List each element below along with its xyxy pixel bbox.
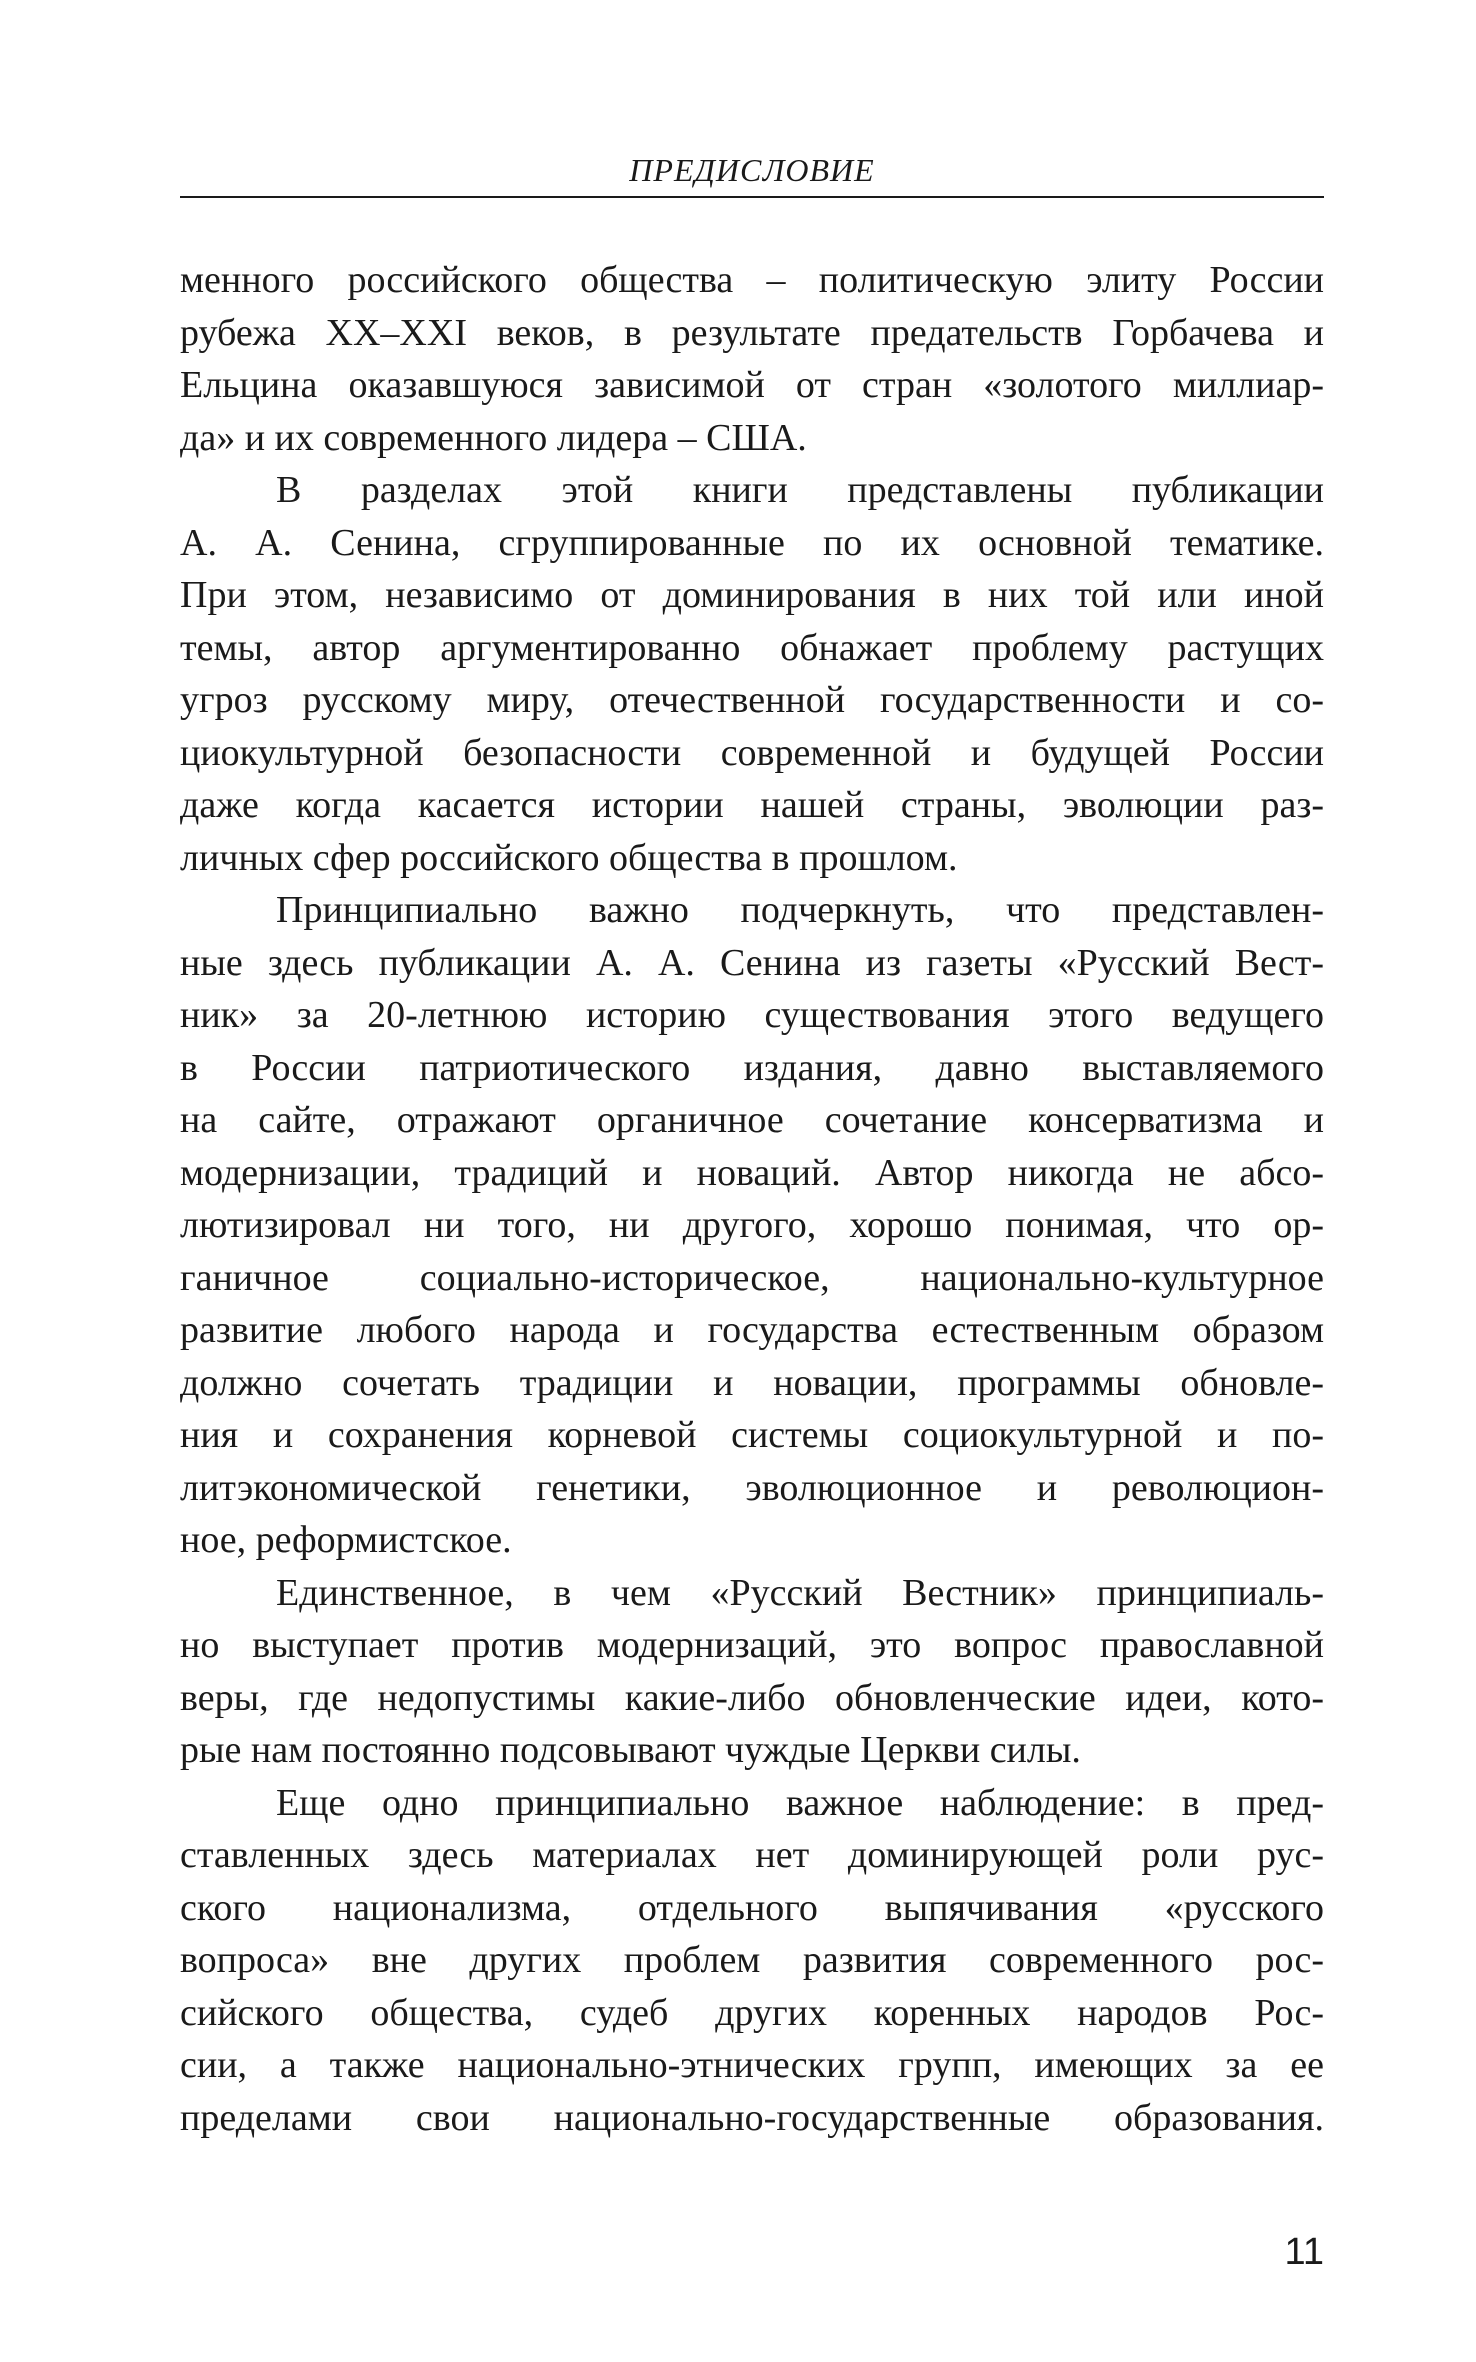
text-line: личных сфер российского общества в прошлом.: [180, 836, 958, 879]
text-line: менного российского общества – политическую элиту России: [180, 259, 1324, 301]
text-line: А. А. Сенина, сгруппированные по их основной тематике.: [180, 521, 1324, 564]
text-line: сийского общества, судеб других коренных народов Рос-: [180, 1991, 1324, 2034]
text-line: лютизировал ни того, ни другого, хорошо понимая, что ор-: [180, 1204, 1324, 1246]
text-line: на сайте, отражают органичное сочетание консерватизма и: [180, 1099, 1324, 1141]
text-line: веры, где недопустимы какие-либо обновленческие идеи, кото-: [180, 1676, 1324, 1719]
text-line: да» и их современного лидера – США.: [180, 416, 807, 459]
text-line: ник» за 20-летнюю историю существования этого ведущего: [180, 994, 1324, 1036]
text-line: Ельцина оказавшуюся зависимой от стран «золотого миллиар-: [180, 364, 1324, 406]
text-line: Еще одно принципиально важное наблюдение: в пред-: [276, 1781, 1324, 1824]
text-line: должно сочетать традиции и новации, программы обновле-: [180, 1361, 1324, 1404]
text-line: рубежа XX–XXI веков, в результате предательств Горбачева и: [180, 311, 1324, 354]
text-line: пределами свои национально-государственные образования.: [180, 2096, 1324, 2139]
paragraph: [180, 464, 1324, 884]
text-line: В разделах этой книги представлены публикации: [276, 469, 1324, 511]
text-line: Принципиально важно подчеркнуть, что представлен-: [276, 889, 1324, 931]
paragraph: [180, 884, 1324, 1567]
text-line: ные здесь публикации А. А. Сенина из газеты «Русский Вест-: [180, 941, 1324, 984]
text-line: модернизации, традиций и новаций. Автор никогда не абсо-: [180, 1151, 1324, 1194]
text-line: вопроса» вне других проблем развития современного рос-: [180, 1939, 1324, 1981]
text-line: сии, а также национально-этнических групп, имеющих за ее: [180, 2044, 1324, 2086]
body-text: [180, 254, 1324, 2144]
text-line: ского национализма, отдельного выпячивания «русского: [180, 1886, 1324, 1929]
text-line: циокультурной безопасности современной и будущей России: [180, 731, 1324, 774]
paragraph: [180, 254, 1324, 464]
text-line: развитие любого народа и государства естественным образом: [180, 1309, 1324, 1351]
text-line: ния и сохранения корневой системы социокультурной и по-: [180, 1414, 1324, 1456]
text-line: Единственное, в чем «Русский Вестник» принципиаль-: [276, 1571, 1324, 1614]
text-line: темы, автор аргументированно обнажает проблему растущих: [180, 626, 1324, 669]
text-line: даже когда касается истории нашей страны, эволюции раз-: [180, 784, 1324, 826]
text-line: угроз русскому миру, отечественной государственности и со-: [180, 679, 1324, 721]
text-line: литэкономической генетики, эволюционное и революцион-: [180, 1466, 1324, 1509]
text-line: ставленных здесь материалах нет доминирующей роли рус-: [180, 1834, 1324, 1876]
text-line: в России патриотического издания, давно выставляемого: [180, 1046, 1324, 1089]
text-line: ганичное социально-историческое, национально-культурное: [180, 1256, 1324, 1299]
paragraph: [180, 1777, 1324, 2145]
page-number: 11: [1284, 2231, 1324, 2273]
header-rule: [180, 196, 1324, 198]
text-line: но выступает против модернизаций, это вопрос православной: [180, 1624, 1324, 1666]
running-head: ПРЕДИСЛОВИЕ: [629, 152, 875, 188]
text-line: При этом, независимо от доминирования в них той или иной: [180, 574, 1324, 616]
paragraph: [180, 1567, 1324, 1777]
text-line: ное, реформистское.: [180, 1519, 512, 1561]
text-line: рые нам постоянно подсовывают чуждые Церкви силы.: [180, 1729, 1081, 1771]
